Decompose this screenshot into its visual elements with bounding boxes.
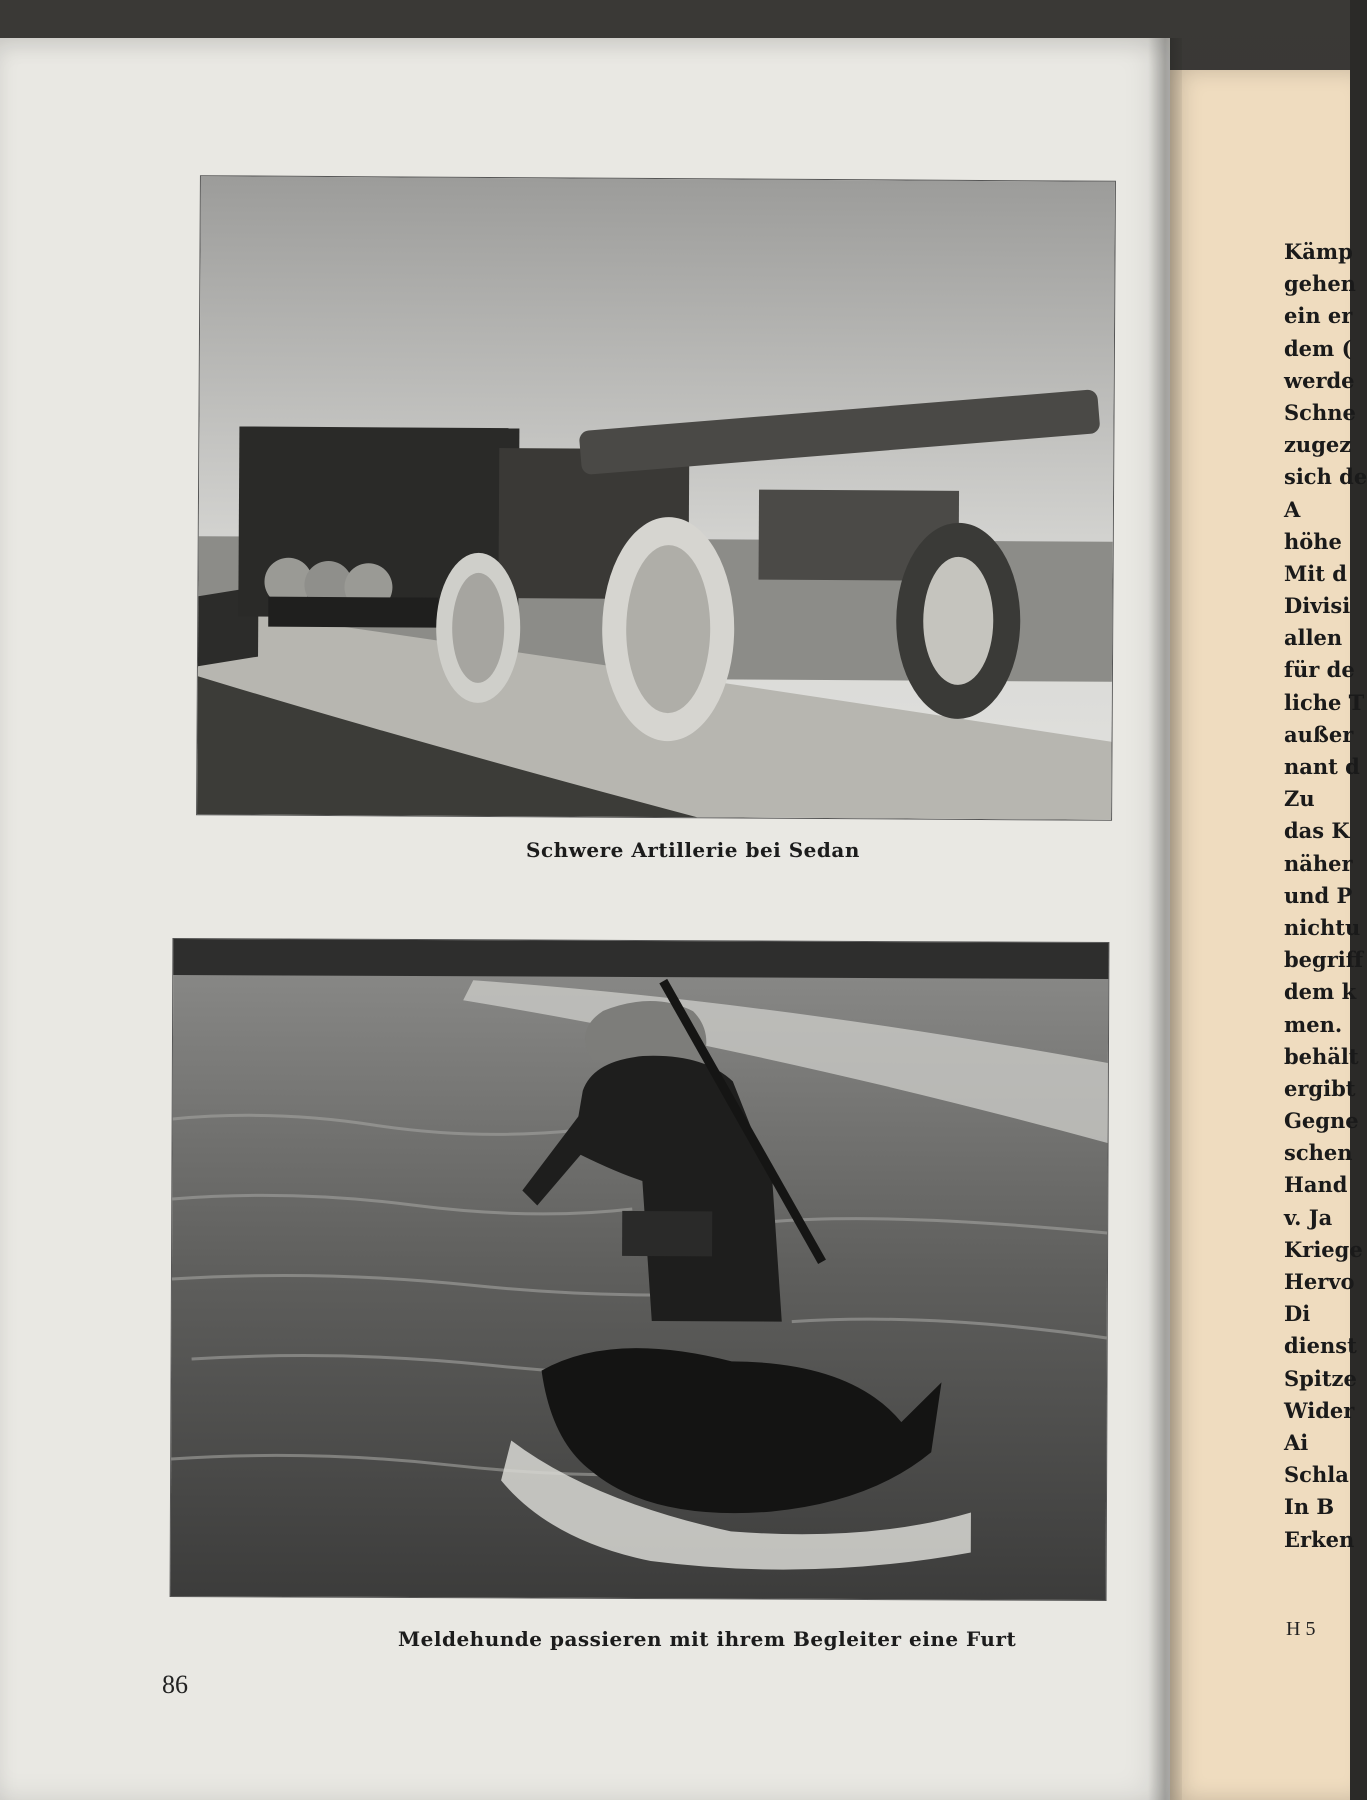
artillery-photo-image [197, 176, 1115, 820]
right-text-line: ergibt [1284, 1075, 1356, 1101]
right-text-line: Hervo [1284, 1269, 1355, 1294]
artillery-photo-caption: Schwere Artillerie bei Sedan [526, 838, 860, 862]
right-text-line: Gegne [1284, 1108, 1359, 1134]
right-text-line: Kämp [1284, 239, 1353, 264]
right-text-line: werde [1284, 367, 1355, 393]
right-text-line: ein er [1284, 303, 1353, 329]
right-text-line: A [1284, 496, 1301, 522]
right-text-line: und P [1284, 882, 1353, 908]
right-text-line: Di [1284, 1301, 1311, 1327]
right-text-line: dem ( [1284, 335, 1352, 361]
messenger-dog-photo-image [171, 939, 1109, 1600]
right-text-line: behält [1284, 1043, 1359, 1069]
book-gutter [1148, 38, 1182, 1800]
right-page-text-column [1284, 236, 1367, 1556]
right-text-line: Mit d [1284, 560, 1347, 586]
right-text-line: nichtu [1284, 914, 1361, 940]
right-text-line: Schne [1284, 399, 1356, 425]
right-text-line: Schla [1284, 1462, 1349, 1488]
right-text-line: Erken [1284, 1526, 1355, 1552]
right-text-line: das K [1284, 818, 1350, 844]
right-text-line: zugez [1284, 432, 1352, 458]
right-text-line: In B [1284, 1494, 1335, 1520]
messenger-dog-photo [170, 938, 1110, 1601]
right-text-line: liche T [1284, 689, 1365, 715]
right-text-line: für de [1284, 657, 1355, 683]
right-text-line: v. Ja [1284, 1204, 1333, 1230]
right-text-line: begriff [1284, 947, 1364, 973]
printer-signature-mark: H 5 [1286, 1618, 1316, 1640]
right-text-line: außer [1284, 721, 1354, 747]
right-text-line: Ai [1284, 1429, 1309, 1455]
right-text-line: Zu [1284, 786, 1315, 812]
messenger-dog-photo-caption: Meldehunde passieren mit ihrem Begleiter eine Furt [398, 1627, 1017, 1651]
artillery-photo [196, 175, 1116, 821]
right-text-line: dem k [1284, 979, 1357, 1005]
right-text-line: sich de [1284, 464, 1367, 490]
page-number: 86 [162, 1670, 188, 1699]
right-text-line: Wider [1284, 1397, 1355, 1423]
right-text-line: gehen [1284, 271, 1356, 297]
right-text-line: men. [1284, 1011, 1343, 1037]
right-text-line: dienst [1284, 1333, 1357, 1359]
right-text-line: allen [1284, 625, 1343, 651]
right-text-line: Kriege [1284, 1236, 1363, 1262]
right-text-line: näher [1284, 850, 1353, 876]
right-text-line: höhe [1284, 528, 1342, 554]
right-text-line: Spitze [1284, 1365, 1357, 1391]
right-text-line: Divisi [1284, 593, 1351, 619]
right-text-line: nant d [1284, 754, 1360, 779]
right-text-line: schen [1284, 1140, 1353, 1166]
right-text-line: Hand [1284, 1172, 1348, 1198]
